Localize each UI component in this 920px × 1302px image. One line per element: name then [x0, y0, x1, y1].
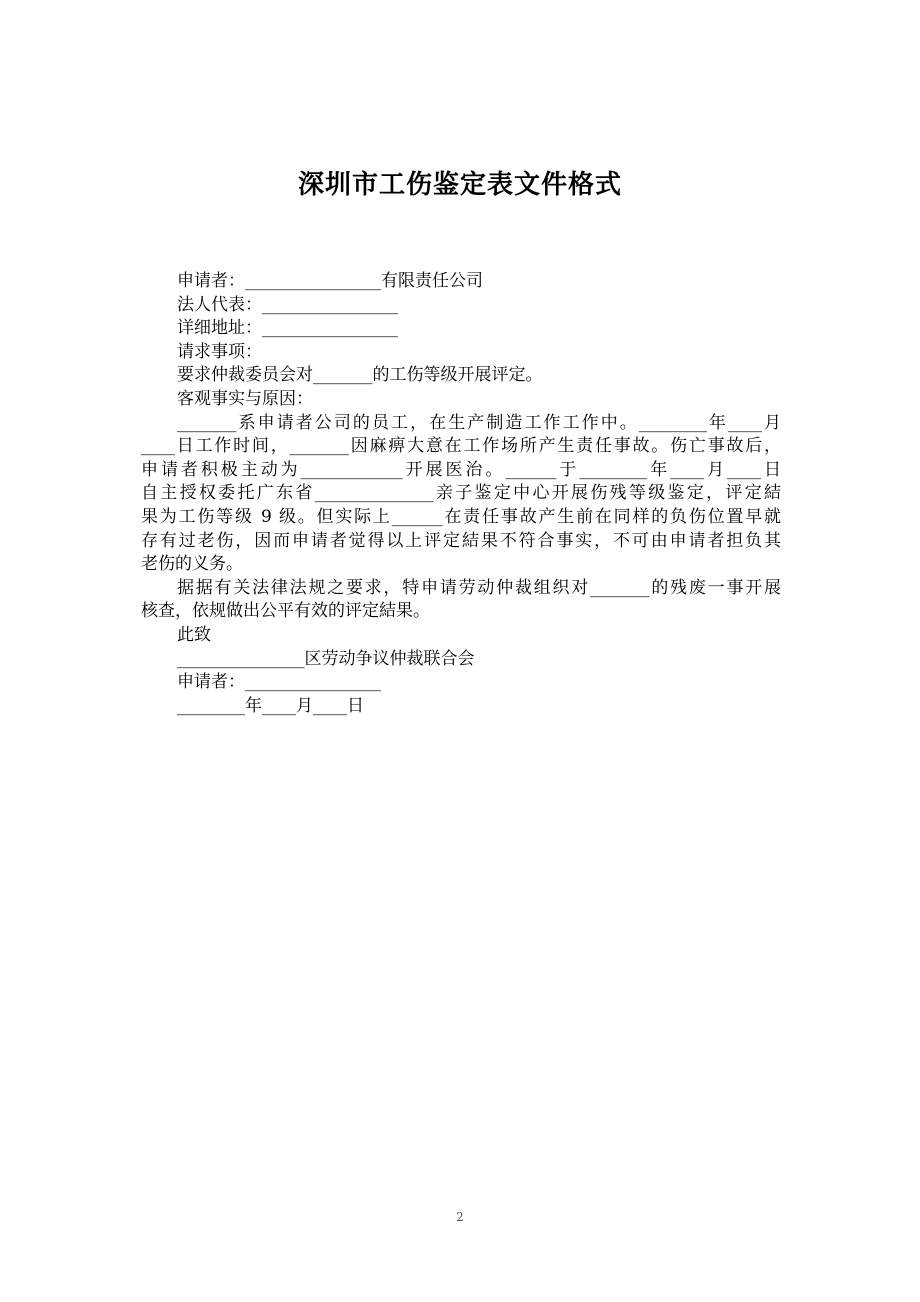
- facts-line: 存有过老伤，因而申请者觉得以上评定結果不符合事实，不可由申请者担负其: [141, 530, 781, 551]
- facts-paragraph: [141, 412, 781, 577]
- facts-line: 自主授权委托广东省______________亲子鉴定中心开展伤残等级鉴定，评定結: [141, 483, 781, 504]
- facts-line: ____日工作时间，_______因麻痹大意在工作场所产生责任事故。伤亡事故后，: [141, 436, 781, 457]
- date-line: ________年____月____日: [177, 695, 364, 716]
- document-body: [141, 270, 781, 718]
- facts-heading: 客观事实与原因：: [177, 388, 313, 409]
- facts-line: 老伤的义务。: [141, 554, 243, 575]
- page-number: 2: [456, 1210, 464, 1224]
- salutation: 此致: [177, 624, 211, 645]
- facts-line: 申请者积极主动为____________开展医治。______于________年____月____日: [141, 459, 781, 480]
- basis-line: 核查，依规做出公平有效的评定結果。: [141, 601, 430, 622]
- document-title: 深圳市工伤鉴定表文件格式: [297, 170, 622, 200]
- basis-paragraph: [141, 577, 781, 624]
- legal-representative-line: 法人代表：________________: [177, 294, 398, 315]
- facts-line: _______系申请者公司的员工，在生产制造工作工作中。________年____月: [177, 412, 781, 433]
- facts-line: 果为工伤等级 9 级。但实际上______在责任事故产生前在同样的负伤位置早就: [141, 506, 781, 527]
- basis-line: 据据有关法律法规之要求，特申请劳动仲裁组织对_______的残废一事开展: [177, 577, 781, 598]
- address-line: 详细地址：________________: [177, 318, 398, 339]
- request-text: 要求仲裁委员会对_______的工伤等级开展评定。: [177, 365, 543, 386]
- request-heading: 请求事项：: [177, 341, 262, 362]
- signature-line: 申请者：________________: [177, 672, 381, 693]
- applicant-line: 申请者：________________有限责任公司: [177, 271, 483, 291]
- recipient-line: _______________区劳动争议仲裁联合会: [177, 648, 475, 669]
